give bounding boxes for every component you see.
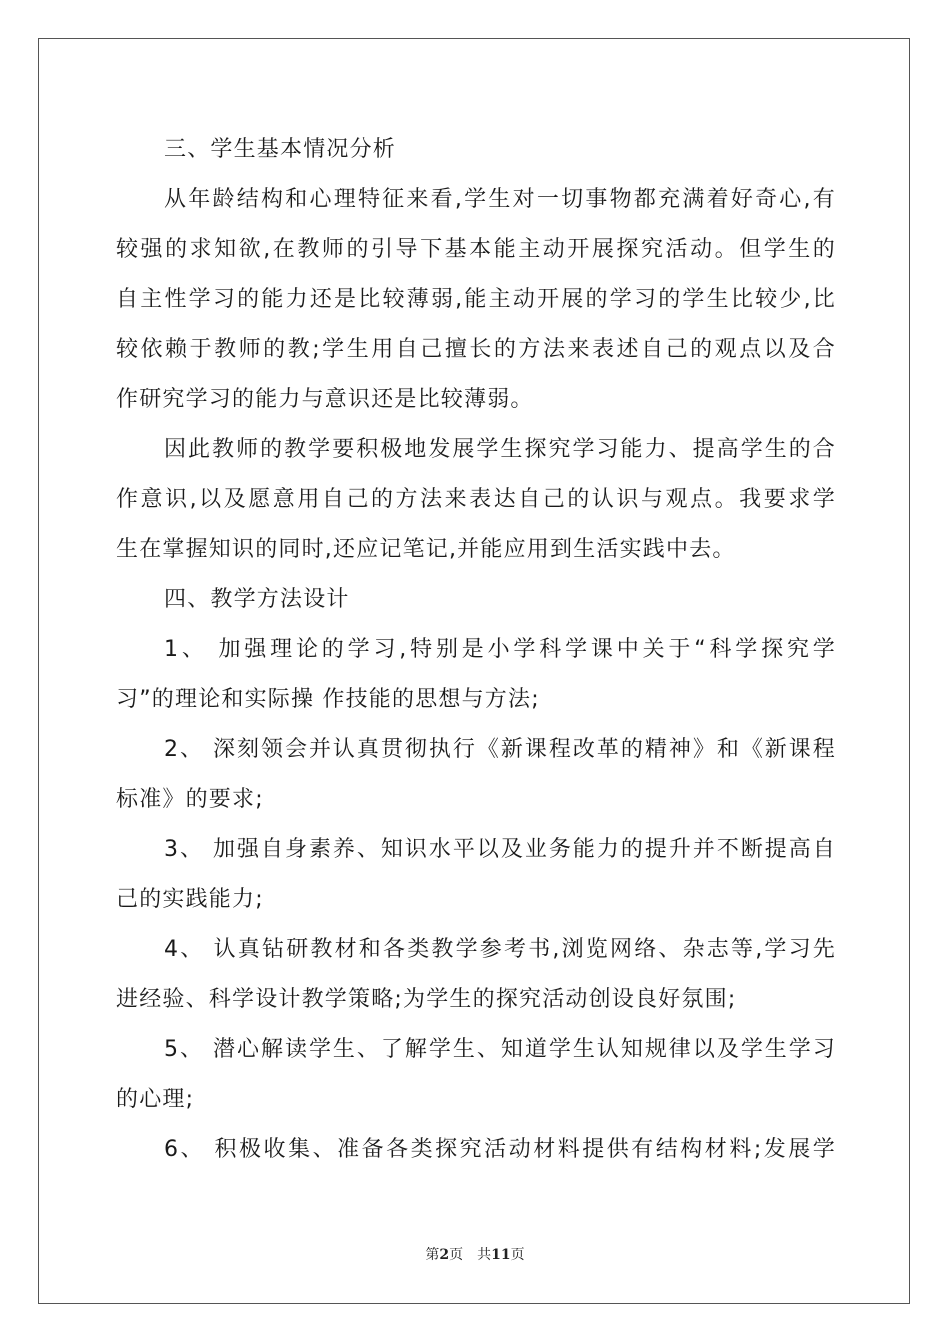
page-suffix: 页 xyxy=(510,1247,525,1263)
paragraph-line: 从年龄结构和心理特征来看,学生对一切事物都充满着好奇心,有 xyxy=(164,187,836,212)
section-heading: 四、教学方法设计 xyxy=(164,587,350,612)
list-item-line: 己的实践能力; xyxy=(116,887,264,912)
list-item-line: 3、 加强自身素养、知识水平以及业务能力的提升并不断提高自 xyxy=(164,837,836,862)
paragraph-line: 较强的求知欲,在教师的引导下基本能主动开展探究活动。但学生的 xyxy=(116,237,836,262)
list-item-line: 标准》的要求; xyxy=(116,787,264,812)
list-item-line: 1、 加强理论的学习,特别是小学科学课中关于“科学探究学 xyxy=(164,637,836,662)
page-current: 2 xyxy=(439,1247,450,1263)
list-item-line: 4、 认真钻研教材和各类教学参考书,浏览网络、杂志等,学习先 xyxy=(164,937,836,962)
paragraph-line: 自主性学习的能力还是比较薄弱,能主动开展的学习的学生比较少,比 xyxy=(116,287,836,312)
list-item-line: 2、 深刻领会并认真贯彻执行《新课程改革的精神》和《新课程 xyxy=(164,737,836,762)
section-heading: 三、学生基本情况分析 xyxy=(164,137,397,162)
paragraph-line: 作研究学习的能力与意识还是比较薄弱。 xyxy=(116,387,534,412)
paragraph-line: 生在掌握知识的同时,还应记笔记,并能应用到生活实践中去。 xyxy=(116,537,736,562)
list-item-line: 习”的理论和实际操 作技能的思想与方法; xyxy=(116,687,540,712)
list-item-line: 5、 潜心解读学生、了解学生、知道学生认知规律以及学生学习 xyxy=(164,1037,836,1062)
list-item-line: 6、 积极收集、准备各类探究活动材料提供有结构材料;发展学 xyxy=(164,1137,836,1162)
paragraph-line: 较依赖于教师的教;学生用自己擅长的方法来表述自己的观点以及合 xyxy=(116,337,836,362)
paragraph-line: 作意识,以及愿意用自己的方法来表达自己的认识与观点。我要求学 xyxy=(116,487,836,512)
page-footer xyxy=(0,1244,950,1264)
list-item-line: 的心理; xyxy=(116,1087,195,1112)
page-total: 11 xyxy=(491,1247,511,1263)
list-item-line: 进经验、科学设计教学策略;为学生的探究活动创设良好氛围; xyxy=(116,987,737,1012)
page-mid: 页 共 xyxy=(449,1247,492,1263)
paragraph-line: 因此教师的教学要积极地发展学生探究学习能力、提高学生的合 xyxy=(164,437,836,462)
page-prefix: 第 xyxy=(425,1247,440,1263)
